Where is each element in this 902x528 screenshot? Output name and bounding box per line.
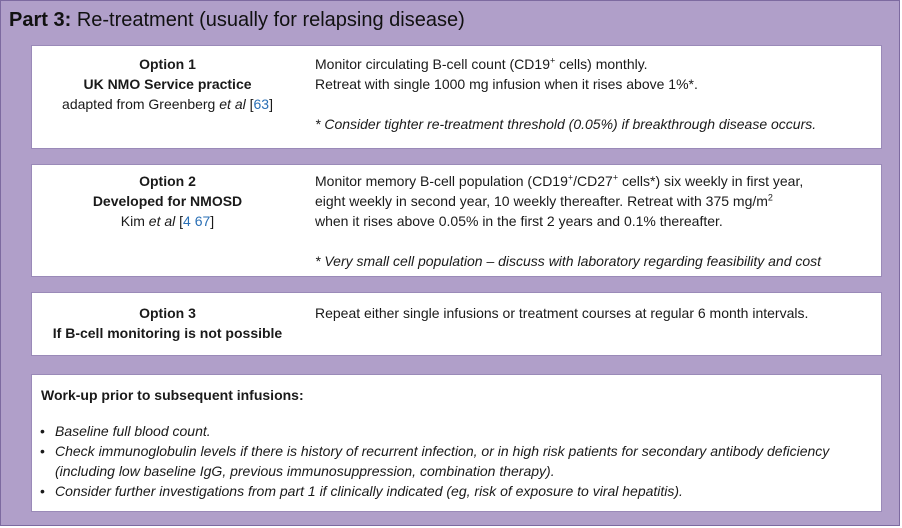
option-1-line-1-a: Monitor circulating B-cell count (CD19 [315,56,550,72]
option-3-panel [31,292,882,356]
option-2-ref-link[interactable]: 4 67 [183,213,211,229]
option-1-heading: Option 1 [139,56,196,72]
option-2-source-author: Kim [120,213,149,229]
option-1-line-1-b: cells) monthly. [555,56,648,72]
option-3-description: Repeat either single infusions or treatment courses at regular 6 month intervals. [315,305,809,321]
list-item [32,481,871,501]
option-2-source [32,211,303,231]
workup-title: Work-up prior to subsequent infusions: [41,387,304,403]
workup-panel [31,374,882,512]
option-2-line-2-a: eight weekly in second year, 10 weekly thereafter. Retreat with 375 mg/m [315,193,768,209]
option-2-subheading: Developed for NMOSD [92,193,243,209]
option-2-line-2 [315,191,873,211]
option-1-line-1 [315,54,873,74]
option-1-panel [31,45,882,149]
option-2-line-3: when it rises above 0.05% in the first 2 years and 0.1% thereafter. [315,213,723,229]
option-2-heading: Option 2 [139,173,196,189]
option-2-ref-open: [ [175,213,184,229]
option-3-subheading: If B-cell monitoring is not possible [52,325,283,341]
figure-title-part: Part 3: [9,9,72,31]
option-1-subheading: UK NMO Service practice [83,76,252,92]
option-1-source-author: adapted from Greenberg [62,96,220,112]
option-2-line-1-sup-1: + [567,172,574,183]
bullet-icon: • [40,423,45,439]
workup-item-1: Baseline full blood count. [55,423,211,439]
option-1-ref-link[interactable]: 63 [253,96,270,112]
option-1-ref-close: ] [269,96,273,112]
option-1-line-2: Retreat with single 1000 mg infusion when it rises above 1%*. [315,76,698,92]
option-1-description [315,54,873,134]
list-item [32,421,871,441]
figure-title-text: Re-treatment (usually for relapsing disease) [76,9,465,31]
option-2-description [315,171,873,271]
workup-list [32,421,871,501]
bullet-icon: • [40,443,45,459]
option-2-line-1-c: cells*) six weekly in first year, [618,173,804,189]
option-2-note: * Very small cell population – discuss with laboratory regarding feasibility and cost [315,253,822,269]
option-3-heading: Option 3 [139,305,196,321]
list-item [32,441,871,481]
option-1-ref-open: [ [245,96,254,112]
workup-item-2: Check immunoglobulin levels if there is history of recurrent infection, or in high risk patients for secondary antibody deficiency (including low baseline IgG, previous immunosuppression, combination therapy). [55,443,830,479]
option-2-source-etal: et al [148,213,176,229]
option-3-label [32,303,303,343]
option-2-line-1-sup-2: + [612,172,619,183]
option-2-panel [31,164,882,277]
figure-title [9,9,465,32]
option-2-ref-close: ] [210,213,215,229]
option-1-label [32,54,303,114]
option-2-line-2-sup: 2 [767,192,773,203]
option-2-line-1-b: /CD27 [573,173,613,189]
option-1-note: * Consider tighter re-treatment threshold (0.05%) if breakthrough disease occurs. [315,116,817,132]
option-2-label [32,171,303,231]
workup-item-3: Consider further investigations from part 1 if clinically indicated (eg, risk of exposure to viral hepatitis). [55,483,683,499]
bullet-icon: • [40,483,45,499]
option-2-line-1 [315,171,873,191]
option-1-line-1-sup: + [549,55,556,66]
option-2-line-1-a: Monitor memory B-cell population (CD19 [315,173,568,189]
option-1-source-etal: et al [219,96,246,112]
option-1-source [32,94,303,114]
